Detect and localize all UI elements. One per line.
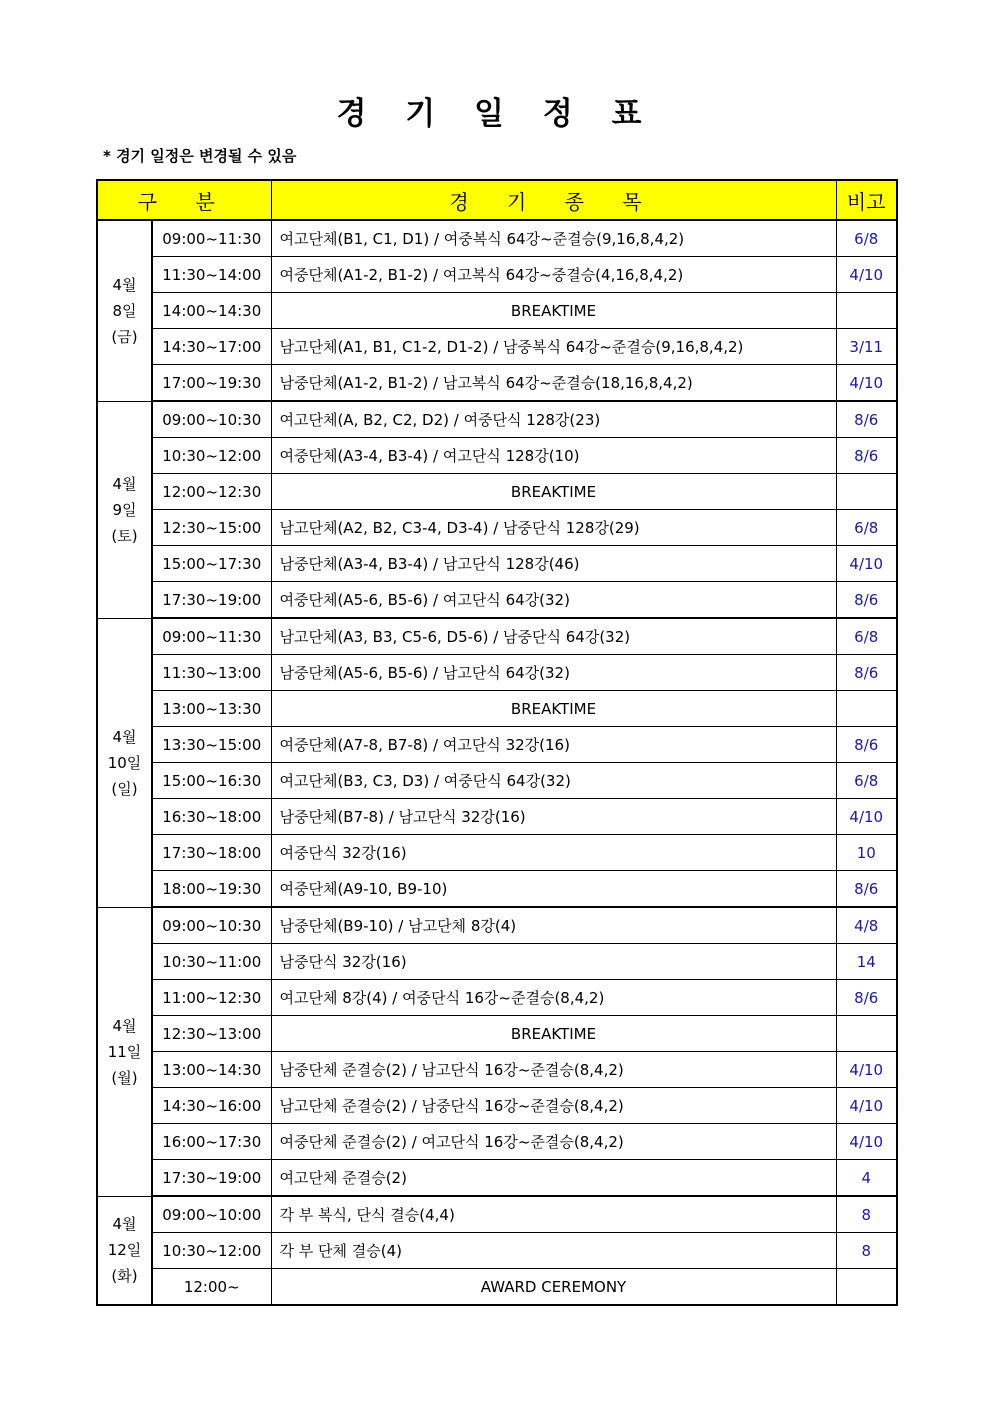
remark-cell [836, 293, 897, 329]
schedule-row [97, 1160, 897, 1197]
time-cell: 15:00~16:30 [152, 763, 271, 799]
day-weekday: (일) [111, 779, 138, 798]
schedule-row [97, 510, 897, 546]
time-cell: 13:30~15:00 [152, 727, 271, 763]
event-cell: 남중단체(A3-4, B3-4) / 남고단식 128강(46) [271, 546, 836, 582]
header-event: 경 기 종 목 [271, 180, 836, 220]
schedule-row [97, 727, 897, 763]
time-cell: 09:00~11:30 [152, 220, 271, 257]
schedule-row [97, 1233, 897, 1269]
event-cell: 남중단식 32강(16) [271, 944, 836, 980]
schedule-row [97, 1088, 897, 1124]
schedule-row [97, 1269, 897, 1306]
schedule-row [97, 546, 897, 582]
remark-cell [836, 474, 897, 510]
day-date: 10일 [107, 753, 142, 772]
remark-cell: 8/6 [836, 655, 897, 691]
schedule-table [96, 179, 898, 1306]
day-month: 4월 [112, 275, 137, 294]
schedule-change-note: * 경기 일정은 변경될 수 있음 [103, 147, 297, 165]
schedule-row [97, 871, 897, 908]
remark-cell: 4/10 [836, 365, 897, 402]
remark-cell: 3/11 [836, 329, 897, 365]
time-cell: 18:00~19:30 [152, 871, 271, 908]
time-cell: 17:00~19:30 [152, 365, 271, 402]
event-cell: 여중단체(A9-10, B9-10) [271, 871, 836, 908]
time-cell: 11:30~14:00 [152, 257, 271, 293]
time-cell: 17:30~19:00 [152, 1160, 271, 1197]
event-cell: 여중단체 준결승(2) / 여고단식 16강~준결승(8,4,2) [271, 1124, 836, 1160]
time-cell: 12:00~12:30 [152, 474, 271, 510]
event-cell: 여중단체(A3-4, B3-4) / 여고단식 128강(10) [271, 438, 836, 474]
remark-cell: 10 [836, 835, 897, 871]
event-cell: 남중단체(A5-6, B5-6) / 남고단식 64강(32) [271, 655, 836, 691]
time-cell: 12:00~ [152, 1269, 271, 1306]
day-weekday: (금) [111, 327, 138, 346]
day-month: 4월 [112, 1215, 137, 1234]
remark-cell: 14 [836, 944, 897, 980]
event-cell: 남고단체(A1, B1, C1-2, D1-2) / 남중복식 64강~준결승(9,16,8,4,2) [271, 329, 836, 365]
event-cell: 남중단체(A1-2, B1-2) / 남고복식 64강~준결승(18,16,8,4,2) [271, 365, 836, 402]
time-cell: 15:00~17:30 [152, 546, 271, 582]
time-cell: 17:30~19:00 [152, 582, 271, 619]
schedule-row [97, 582, 897, 619]
time-cell: 17:30~18:00 [152, 835, 271, 871]
schedule-row [97, 691, 897, 727]
time-cell: 10:30~12:00 [152, 438, 271, 474]
schedule-row [97, 365, 897, 402]
remark-cell: 4/10 [836, 546, 897, 582]
time-cell: 11:00~12:30 [152, 980, 271, 1016]
remark-cell: 4/10 [836, 257, 897, 293]
event-cell: 여고단체(B3, C3, D3) / 여중단식 64강(32) [271, 763, 836, 799]
schedule-row [97, 907, 897, 944]
time-cell: 12:30~13:00 [152, 1016, 271, 1052]
day-date: 12일 [107, 1241, 142, 1260]
event-cell: 남고단체(A3, B3, C5-6, D5-6) / 남중단식 64강(32) [271, 618, 836, 655]
day-weekday: (토) [111, 526, 138, 545]
day-date: 11일 [107, 1042, 142, 1061]
remark-cell: 6/8 [836, 510, 897, 546]
remark-cell: 8/6 [836, 401, 897, 438]
remark-cell: 6/8 [836, 763, 897, 799]
schedule-row [97, 1016, 897, 1052]
time-cell: 10:30~11:00 [152, 944, 271, 980]
event-cell: BREAKTIME [271, 293, 836, 329]
remark-cell: 8/6 [836, 438, 897, 474]
time-cell: 10:30~12:00 [152, 1233, 271, 1269]
event-cell: 여고단체(A, B2, C2, D2) / 여중단식 128강(23) [271, 401, 836, 438]
event-cell: BREAKTIME [271, 474, 836, 510]
time-cell: 09:00~10:30 [152, 401, 271, 438]
day-month: 4월 [112, 474, 137, 493]
event-cell: 여중단체(A5-6, B5-6) / 여고단식 64강(32) [271, 582, 836, 619]
schedule-row [97, 763, 897, 799]
header-division: 구 분 [97, 180, 271, 220]
remark-cell: 8 [836, 1233, 897, 1269]
remark-cell: 4/10 [836, 1124, 897, 1160]
remark-cell: 6/8 [836, 618, 897, 655]
schedule-row [97, 835, 897, 871]
time-cell: 16:30~18:00 [152, 799, 271, 835]
day-weekday: (월) [111, 1068, 138, 1087]
day-cell [97, 907, 152, 1196]
remark-cell: 8/6 [836, 871, 897, 908]
day-weekday: (화) [111, 1267, 138, 1286]
day-cell [97, 220, 152, 401]
remark-cell: 6/8 [836, 220, 897, 257]
event-cell: 여고단체 8강(4) / 여중단식 16강~준결승(8,4,2) [271, 980, 836, 1016]
time-cell: 12:30~15:00 [152, 510, 271, 546]
event-cell: 여고단체 준결승(2) [271, 1160, 836, 1197]
remark-cell: 8 [836, 1196, 897, 1233]
event-cell: BREAKTIME [271, 1016, 836, 1052]
schedule-row [97, 220, 897, 257]
event-cell: 여중단체(A7-8, B7-8) / 여고단식 32강(16) [271, 727, 836, 763]
event-cell: 남중단체(B9-10) / 남고단체 8강(4) [271, 907, 836, 944]
day-month: 4월 [112, 1016, 137, 1035]
remark-cell: 8/6 [836, 582, 897, 619]
event-cell: 각 부 단체 결승(4) [271, 1233, 836, 1269]
header-row [97, 180, 897, 220]
time-cell: 13:00~13:30 [152, 691, 271, 727]
page-title: 경 기 일 정 표 [336, 96, 656, 132]
schedule-row [97, 293, 897, 329]
day-date: 9일 [112, 500, 137, 519]
time-cell: 14:30~16:00 [152, 1088, 271, 1124]
time-cell: 09:00~10:00 [152, 1196, 271, 1233]
schedule-row [97, 944, 897, 980]
schedule-row [97, 438, 897, 474]
time-cell: 09:00~10:30 [152, 907, 271, 944]
event-cell: BREAKTIME [271, 691, 836, 727]
day-cell [97, 1196, 152, 1305]
remark-cell: 4 [836, 1160, 897, 1197]
event-cell: 여고단체(B1, C1, D1) / 여중복식 64강~준결승(9,16,8,4,2) [271, 220, 836, 257]
schedule-row [97, 799, 897, 835]
day-month: 4월 [112, 727, 137, 746]
event-cell: AWARD CEREMONY [271, 1269, 836, 1306]
remark-cell [836, 691, 897, 727]
event-cell: 남고단체 준결승(2) / 남중단식 16강~준결승(8,4,2) [271, 1088, 836, 1124]
event-cell: 남고단체(A2, B2, C3-4, D3-4) / 남중단식 128강(29) [271, 510, 836, 546]
remark-cell: 8/6 [836, 980, 897, 1016]
remark-cell: 8/6 [836, 727, 897, 763]
schedule-row [97, 655, 897, 691]
schedule-row [97, 980, 897, 1016]
schedule-row [97, 474, 897, 510]
remark-cell [836, 1269, 897, 1306]
time-cell: 13:00~14:30 [152, 1052, 271, 1088]
remark-cell: 4/10 [836, 1052, 897, 1088]
schedule-row [97, 257, 897, 293]
schedule-row [97, 1196, 897, 1233]
schedule-row [97, 618, 897, 655]
time-cell: 11:30~13:00 [152, 655, 271, 691]
event-cell: 여중단체(A1-2, B1-2) / 여고복식 64강~중결승(4,16,8,4,2) [271, 257, 836, 293]
day-cell [97, 618, 152, 907]
event-cell: 여중단식 32강(16) [271, 835, 836, 871]
day-date: 8일 [112, 301, 137, 320]
schedule-body [97, 180, 897, 1305]
remark-cell: 4/8 [836, 907, 897, 944]
remark-cell [836, 1016, 897, 1052]
time-cell: 14:30~17:00 [152, 329, 271, 365]
schedule-row [97, 329, 897, 365]
event-cell: 남중단체(B7-8) / 남고단식 32강(16) [271, 799, 836, 835]
schedule-row [97, 1124, 897, 1160]
time-cell: 14:00~14:30 [152, 293, 271, 329]
time-cell: 16:00~17:30 [152, 1124, 271, 1160]
event-cell: 각 부 복식, 단식 결승(4,4) [271, 1196, 836, 1233]
schedule-row [97, 1052, 897, 1088]
day-cell [97, 401, 152, 618]
time-cell: 09:00~11:30 [152, 618, 271, 655]
schedule-row [97, 401, 897, 438]
header-remark: 비고 [836, 180, 897, 220]
remark-cell: 4/10 [836, 799, 897, 835]
event-cell: 남중단체 준결승(2) / 남고단식 16강~준결승(8,4,2) [271, 1052, 836, 1088]
remark-cell: 4/10 [836, 1088, 897, 1124]
